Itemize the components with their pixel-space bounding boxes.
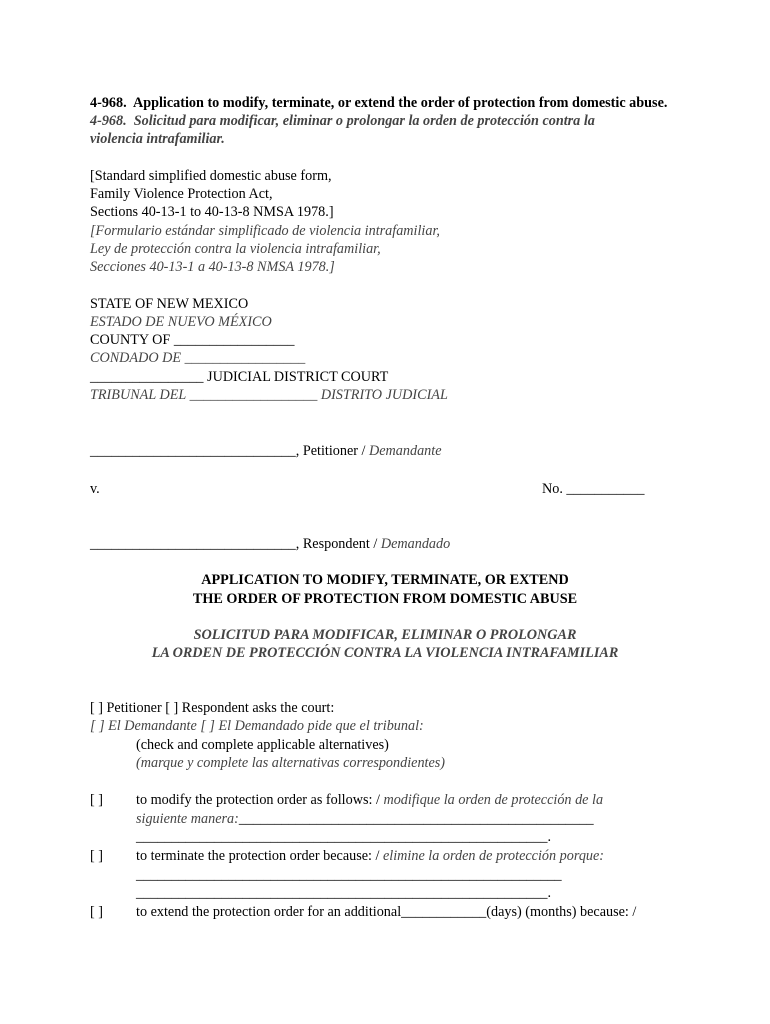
rule-title-en: 4-968. Application to modify, terminate, or extend the order of protection from domestic abuse. bbox=[90, 95, 668, 111]
modify-fill-line-1[interactable]: __________________________________________________ bbox=[238, 811, 594, 827]
extend-checkbox[interactable]: [ ] bbox=[90, 904, 103, 920]
modify-fill-line-2[interactable]: __________________________________________________________. bbox=[136, 829, 551, 845]
form-note-es-3: Secciones 40-13-1 a 40-13-8 NMSA 1978.] bbox=[90, 259, 335, 275]
respondent-blank: _____________________________ bbox=[90, 536, 296, 552]
heading-es-line2: LA ORDEN DE PROTECCIÓN CONTRA LA VIOLENCIA INTRAFAMILIAR bbox=[151, 645, 619, 661]
heading-en-line1: APPLICATION TO MODIFY, TERMINATE, OR EXTEND bbox=[201, 572, 569, 588]
county-en: COUNTY OF _________________ bbox=[90, 332, 295, 348]
case-number: No. ___________ bbox=[542, 481, 645, 497]
heading-es-line1: SOLICITUD PARA MODIFICAR, ELIMINAR O PROLONGAR bbox=[193, 627, 577, 643]
modify-option bbox=[136, 791, 603, 809]
instructions-es: (marque y complete las alternativas correspondientes) bbox=[136, 755, 446, 771]
terminate-fill-line-2[interactable]: __________________________________________________________. bbox=[136, 885, 551, 901]
modify-label-es-2: siguiente manera: bbox=[136, 811, 239, 827]
rule-title-es-line2: violencia intrafamiliar. bbox=[90, 131, 225, 147]
form-note-en-1: [Standard simplified domestic abuse form, bbox=[90, 168, 332, 184]
form-note-en-3: Sections 40-13-1 to 40-13-8 NMSA 1978.] bbox=[90, 204, 334, 220]
form-note-es-1: [Formulario estándar simplificado de violencia intrafamiliar, bbox=[90, 223, 440, 239]
modify-checkbox[interactable]: [ ] bbox=[90, 792, 103, 808]
petitioner-label: , Petitioner / bbox=[295, 443, 370, 459]
form-note-es-2: Ley de protección contra la violencia intrafamiliar, bbox=[90, 241, 381, 257]
state-en: STATE OF NEW MEXICO bbox=[90, 296, 249, 312]
terminate-label: to terminate the protection order because: / bbox=[136, 848, 383, 864]
modify-line1-row bbox=[136, 810, 594, 828]
terminate-fill-line-1[interactable]: ____________________________________________________________ bbox=[136, 867, 562, 883]
asks-court-en: [ ] Petitioner [ ] Respondent asks the court: bbox=[90, 700, 335, 716]
terminate-checkbox[interactable]: [ ] bbox=[90, 848, 103, 864]
respondent-label: , Respondent / bbox=[295, 536, 381, 552]
district-court-en: ________________ JUDICIAL DISTRICT COURT bbox=[90, 369, 389, 385]
modify-label: to modify the protection order as follows: / bbox=[136, 792, 384, 808]
heading-en-line2: THE ORDER OF PROTECTION FROM DOMESTIC ABUSE bbox=[192, 591, 578, 607]
asks-court-es: [ ] El Demandante [ ] El Demandado pide que el tribunal: bbox=[90, 718, 424, 734]
modify-label-es: modifique la orden de protección de la bbox=[383, 792, 604, 808]
petitioner-blank: _____________________________ bbox=[90, 443, 296, 459]
extend-label: to extend the protection order for an additional____________(days) (months) because: / bbox=[136, 904, 637, 920]
rule-title-es-line1: 4-968. Solicitud para modificar, eliminar o prolongar la orden de protección contra la bbox=[90, 113, 595, 129]
instructions-en: (check and complete applicable alternatives) bbox=[136, 737, 389, 753]
respondent-line bbox=[90, 535, 450, 553]
petitioner-line bbox=[90, 442, 442, 460]
versus-label: v. bbox=[90, 481, 100, 497]
county-es: CONDADO DE _________________ bbox=[90, 350, 306, 366]
respondent-label-es: Demandado bbox=[380, 536, 451, 552]
state-es: ESTADO DE NUEVO MÉXICO bbox=[90, 314, 272, 330]
district-court-es: TRIBUNAL DEL __________________ DISTRITO JUDICIAL bbox=[90, 387, 448, 403]
petitioner-label-es: Demandante bbox=[369, 443, 442, 459]
terminate-label-es: elimine la orden de protección porque: bbox=[383, 848, 605, 864]
form-note-en-2: Family Violence Protection Act, bbox=[90, 186, 273, 202]
terminate-option bbox=[136, 847, 604, 865]
